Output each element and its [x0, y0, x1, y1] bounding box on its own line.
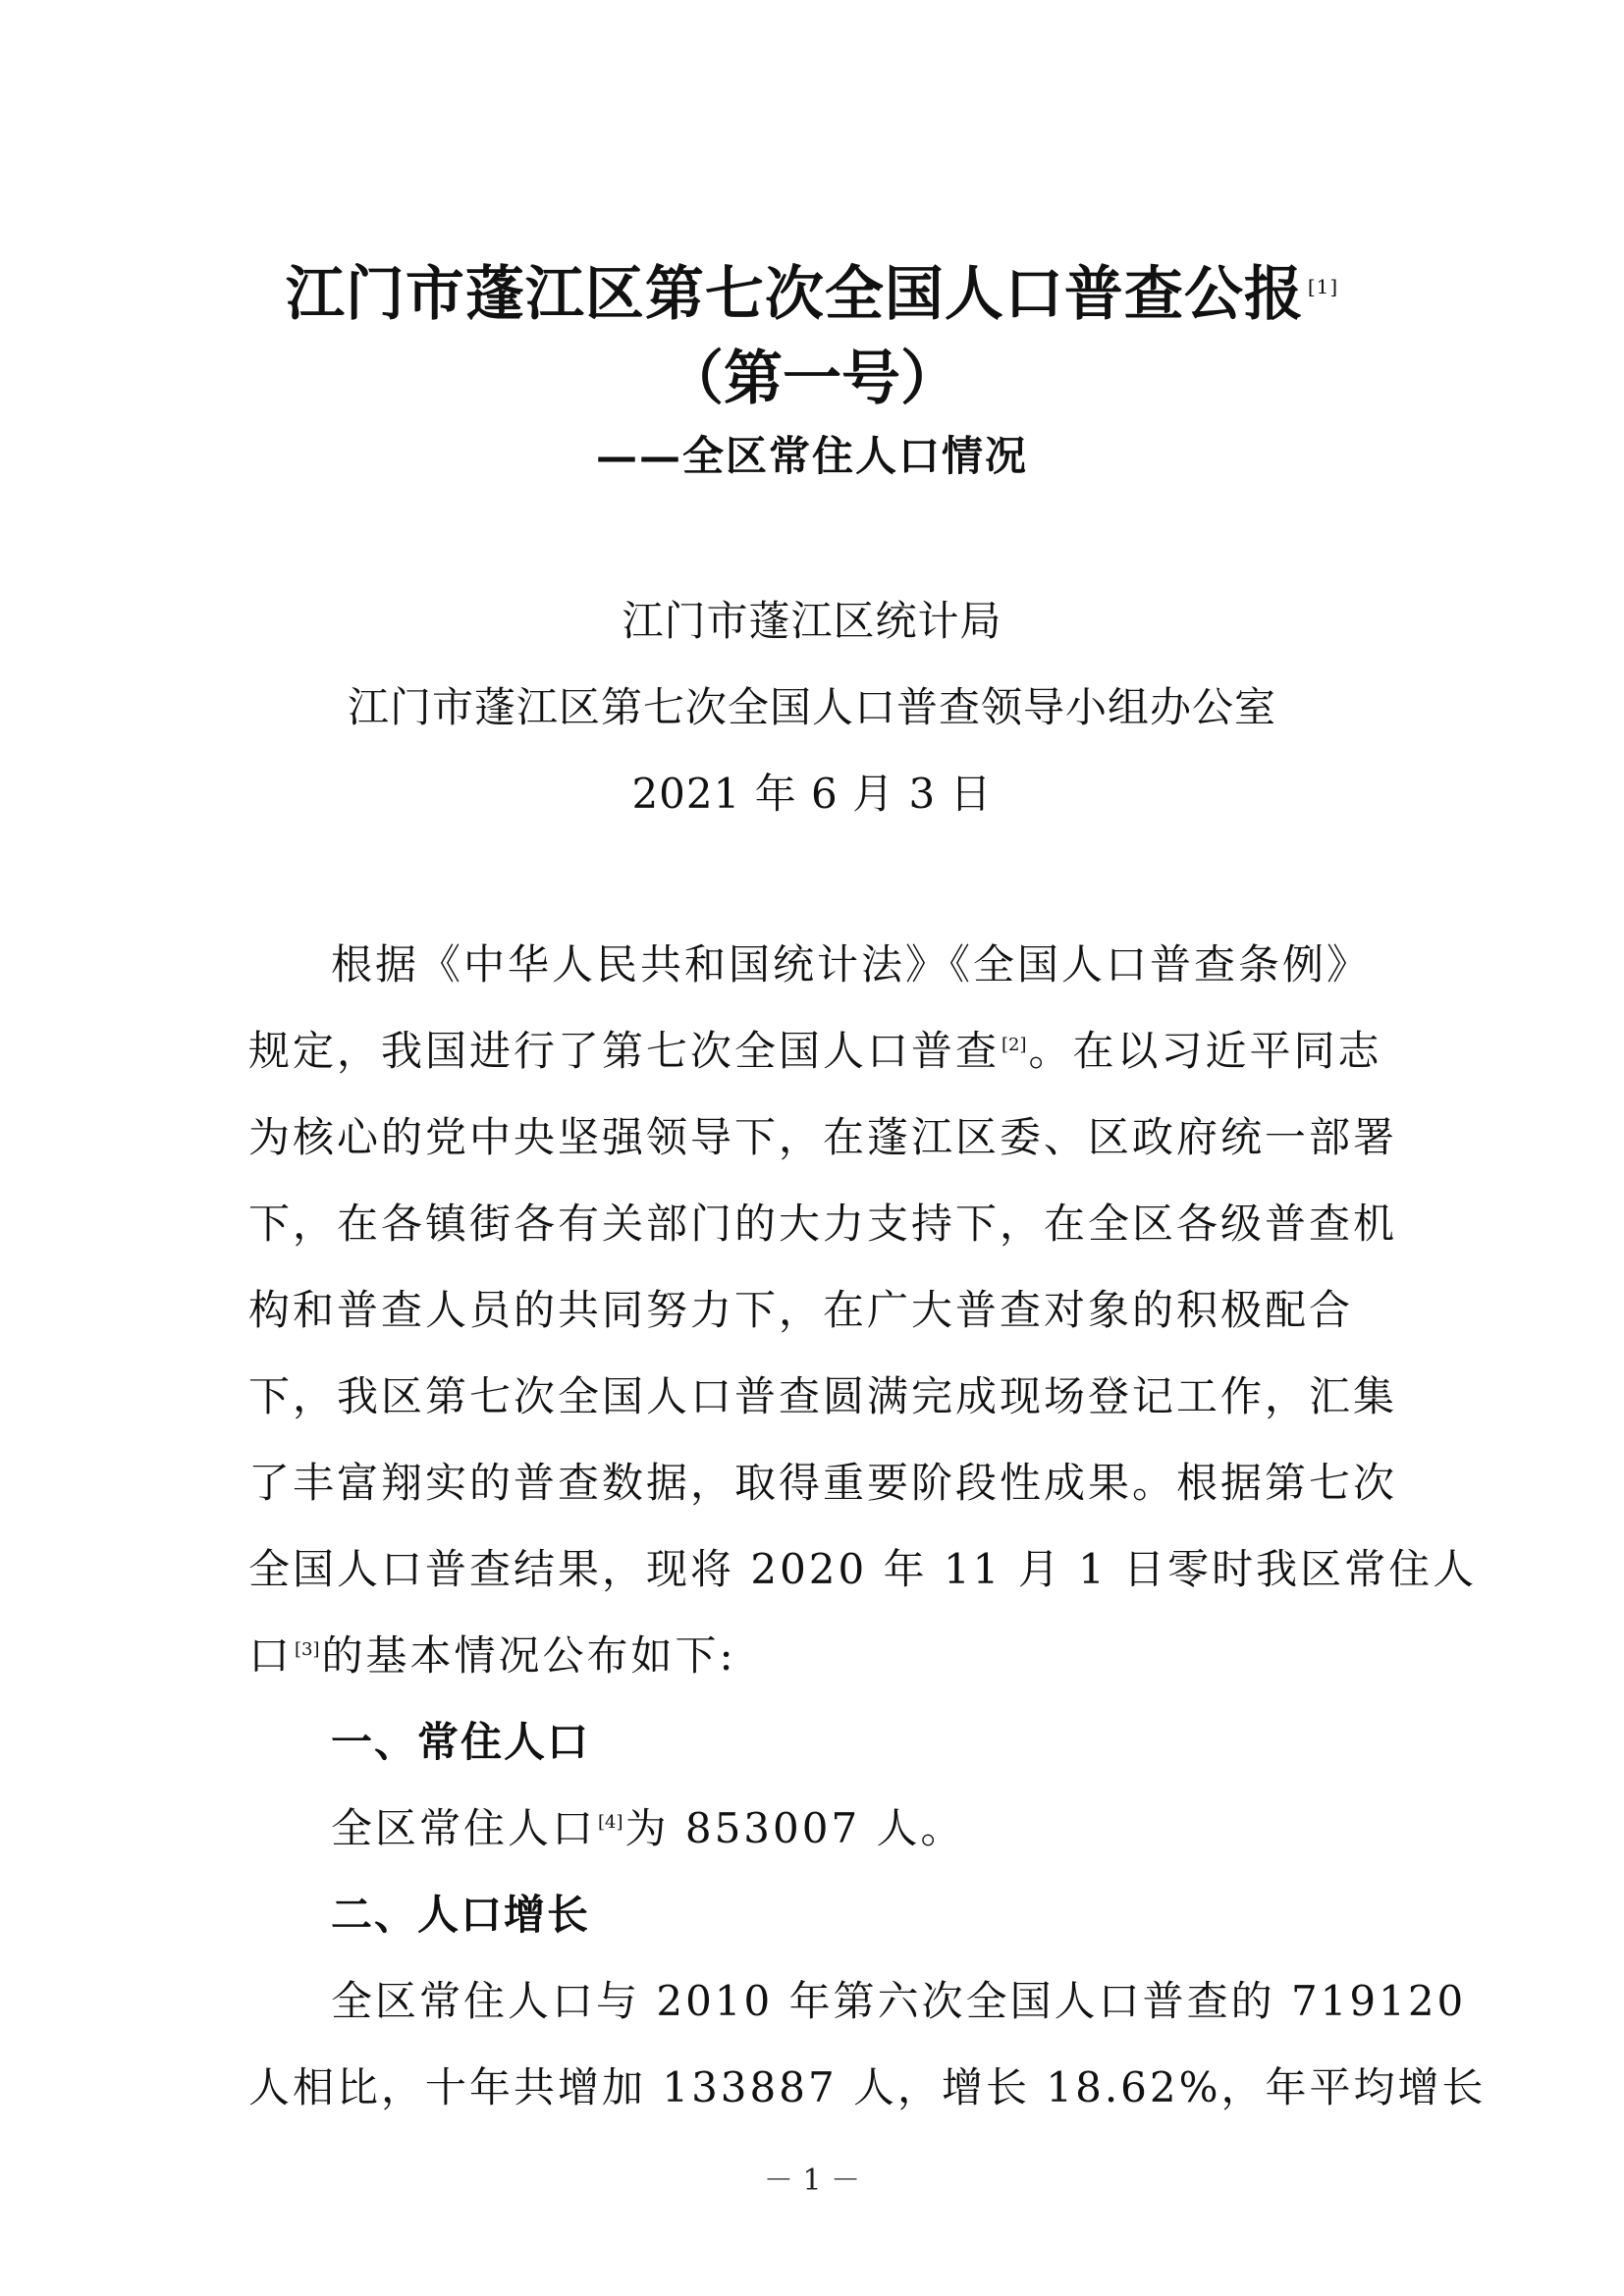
document-title — [0, 247, 1624, 332]
section-heading: 一、常住人口 — [331, 1718, 591, 1766]
paragraph-line: 全国人口普查结果，现将 2020 年 11 月 1 日零时我区常住人 — [248, 1545, 1478, 1593]
text-span: 全区常住人口 — [331, 1804, 597, 1852]
title-text: 江门市蓬江区第七次全国人口普查公报 — [285, 260, 1304, 329]
paragraph-line — [248, 1019, 1382, 1078]
document-number: （第一号） — [665, 345, 959, 413]
text-span: 的基本情况公布如下: — [321, 1631, 736, 1680]
document-subtitle: ——全区常住人口情况 — [595, 432, 1028, 480]
paragraph-line: 下，我区第七次全国人口普查圆满完成现场登记工作，汇集 — [248, 1372, 1398, 1420]
paragraph-line — [331, 1796, 965, 1855]
paragraph-line: 为核心的党中央坚强领导下，在蓬江区委、区政府统一部署 — [248, 1113, 1398, 1161]
text-span: 。在以习近平同志 — [1028, 1027, 1382, 1075]
footnote-ref: [2] — [1001, 1035, 1027, 1055]
footnote-ref: [4] — [598, 1812, 623, 1833]
text-span: 规定，我国进行了第七次全国人口普查 — [248, 1027, 1001, 1075]
paragraph-line: 人相比，十年共增加 133887 人，增长 18.62%，年平均增长 — [248, 2063, 1487, 2111]
paragraph-line: 了丰富翔实的普查数据，取得重要阶段性成果。根据第七次 — [248, 1459, 1398, 1507]
title-footnote-ref: [1] — [1307, 275, 1339, 298]
text-span: 为 853007 人。 — [624, 1804, 965, 1852]
issue-date: 2021 年 6 月 3 日 — [631, 770, 993, 818]
text-span: 口 — [248, 1631, 294, 1680]
footnote-ref: [3] — [295, 1639, 320, 1660]
paragraph-line: 根据《中华人民共和国统计法》《全国人口普查条例》 — [331, 940, 1372, 988]
paragraph-line — [248, 1624, 736, 1682]
paragraph-line: 构和普查人员的共同努力下，在广大普查对象的积极配合 — [248, 1286, 1354, 1334]
page-number: － 1 － — [763, 2163, 861, 2198]
paragraph-line: 全区常住人口与 2010 年第六次全国人口普查的 719120 — [331, 1977, 1467, 2025]
issuer-office: 江门市蓬江区第七次全国人口普查领导小组办公室 — [347, 683, 1276, 731]
issuer-bureau: 江门市蓬江区统计局 — [622, 597, 1002, 645]
paragraph-line: 下，在各镇街各有关部门的大力支持下，在全区各级普查机 — [248, 1200, 1398, 1248]
section-heading: 二、人口增长 — [331, 1891, 591, 1939]
